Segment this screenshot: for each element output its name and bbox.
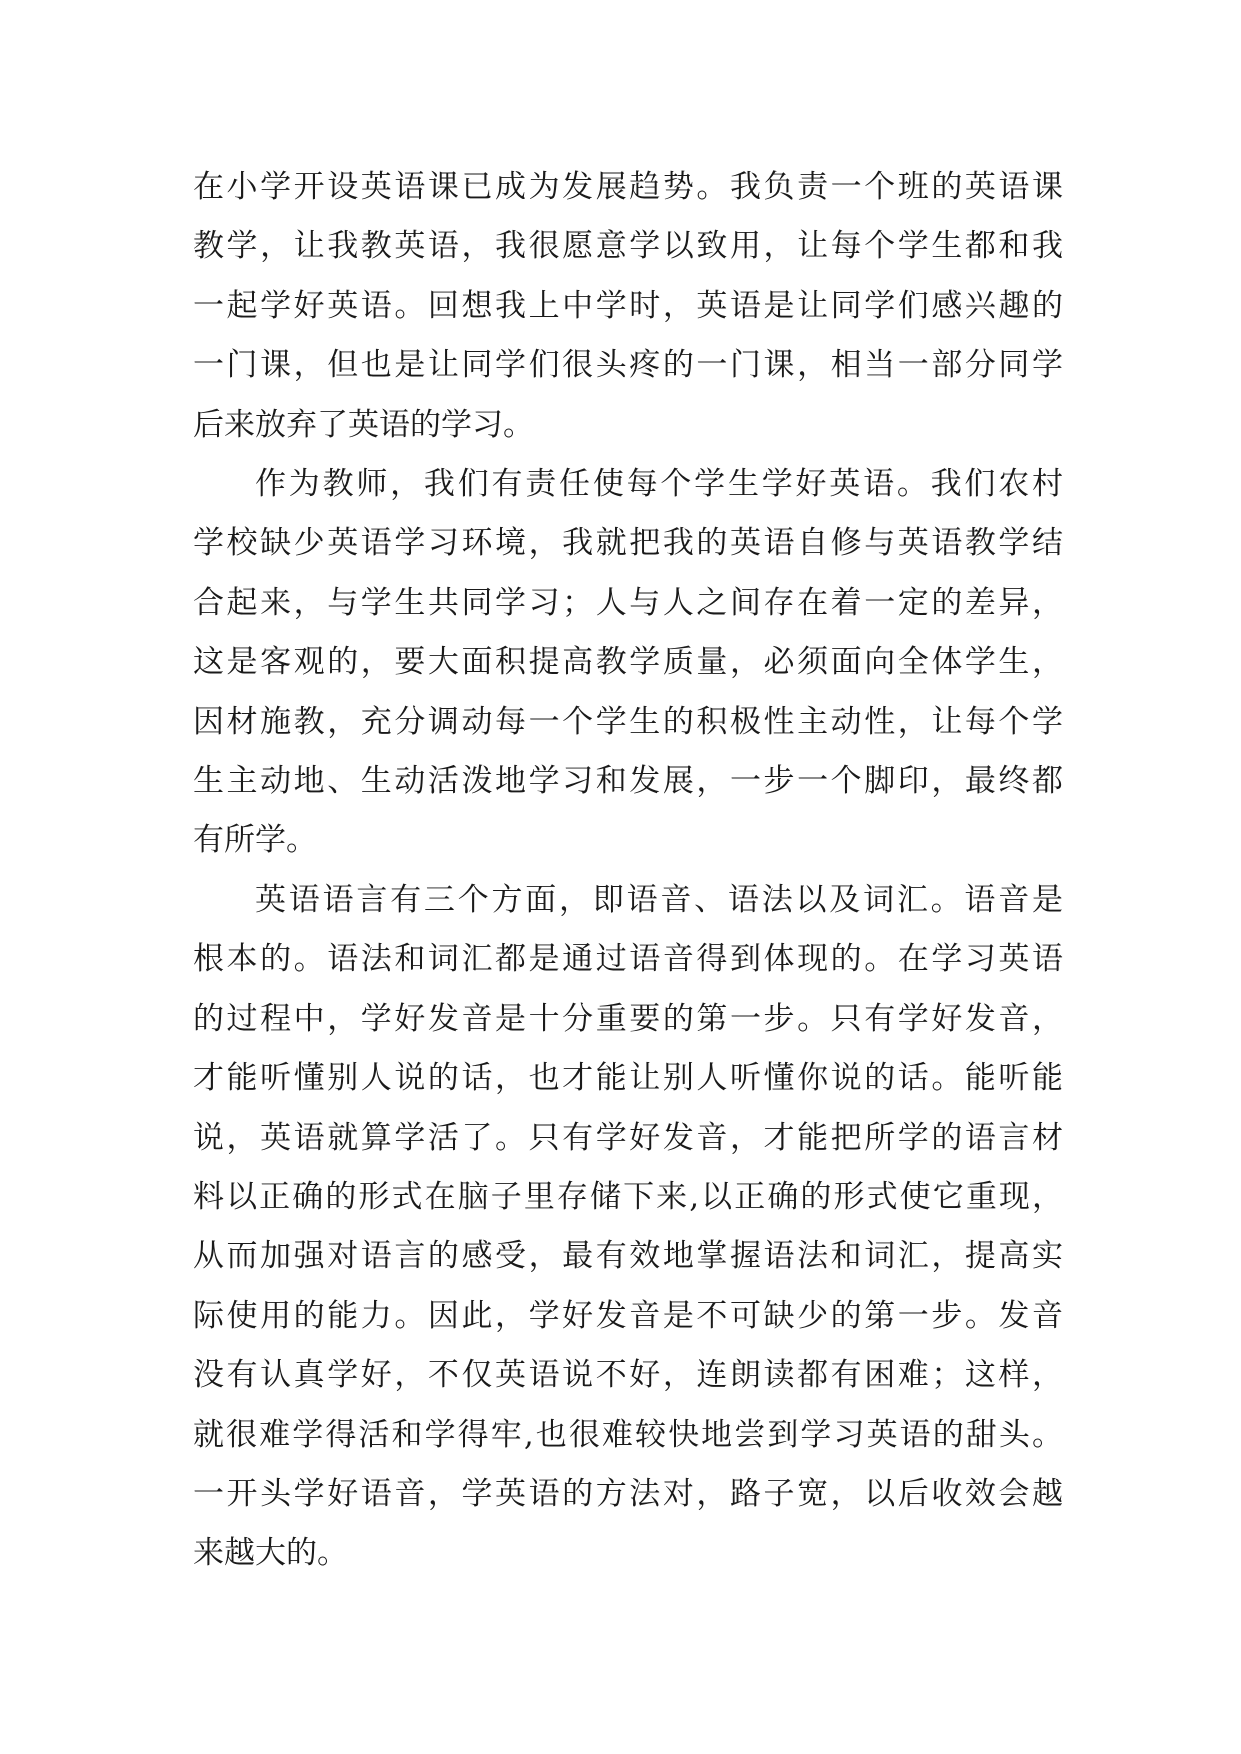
paragraph-line: 有所学。	[193, 822, 317, 859]
paragraph-line: 因材施教，充分调动每一个学生的积极性主动性，让每个学	[193, 703, 1063, 740]
paragraph-line: 际使用的能力。因此，学好发音是不可缺少的第一步。发音	[193, 1297, 1063, 1334]
paragraph-line: 英语语言有三个方面，即语音、语法以及词汇。语音是	[255, 881, 1063, 918]
paragraph-line: 合起来，与学生共同学习；人与人之间存在着一定的差异，	[193, 584, 1063, 621]
paragraph-line: 才能听懂别人说的话，也才能让别人听懂你说的话。能听能	[193, 1060, 1063, 1097]
paragraph-line: 一起学好英语。回想我上中学时，英语是让同学们感兴趣的	[193, 287, 1063, 324]
paragraph-line: 一开头学好语音，学英语的方法对，路子宽，以后收效会越	[193, 1475, 1063, 1512]
paragraph-line: 说，英语就算学活了。只有学好发音，才能把所学的语言材	[193, 1119, 1063, 1156]
paragraph-line: 学校缺少英语学习环境，我就把我的英语自修与英语教学结	[193, 525, 1063, 562]
paragraph-3	[193, 871, 1063, 1584]
paragraph-line: 没有认真学好，不仅英语说不好，连朗读都有困难；这样，	[193, 1357, 1063, 1394]
paragraph-line: 作为教师，我们有责任使每个学生学好英语。我们农村	[255, 466, 1063, 503]
paragraph-line: 料以正确的形式在脑子里存储下来,以正确的形式使它重现，	[193, 1178, 1063, 1215]
paragraph-1	[193, 158, 1063, 455]
paragraph-line: 后来放弃了英语的学习。	[193, 406, 534, 443]
paragraph-line: 一门课，但也是让同学们很头疼的一门课，相当一部分同学	[193, 347, 1063, 384]
paragraph-line: 的过程中，学好发音是十分重要的第一步。只有学好发音，	[193, 1000, 1063, 1037]
document-body	[193, 158, 1063, 1584]
paragraph-line: 这是客观的，要大面积提高教学质量，必须面向全体学生，	[193, 644, 1063, 681]
paragraph-line: 从而加强对语言的感受，最有效地掌握语法和词汇，提高实	[193, 1238, 1063, 1275]
paragraph-line: 根本的。语法和词汇都是通过语音得到体现的。在学习英语	[193, 941, 1063, 978]
paragraph-line: 在小学开设英语课已成为发展趋势。我负责一个班的英语课	[193, 169, 1063, 205]
paragraph-line: 来越大的。	[193, 1535, 348, 1572]
paragraph-line: 就很难学得活和学得牢,也很难较快地尝到学习英语的甜头。	[193, 1416, 1063, 1453]
paragraph-2	[193, 455, 1063, 871]
paragraph-line: 教学，让我教英语，我很愿意学以致用，让每个学生都和我	[193, 228, 1063, 265]
paragraph-line: 生主动地、生动活泼地学习和发展，一步一个脚印，最终都	[193, 763, 1063, 800]
